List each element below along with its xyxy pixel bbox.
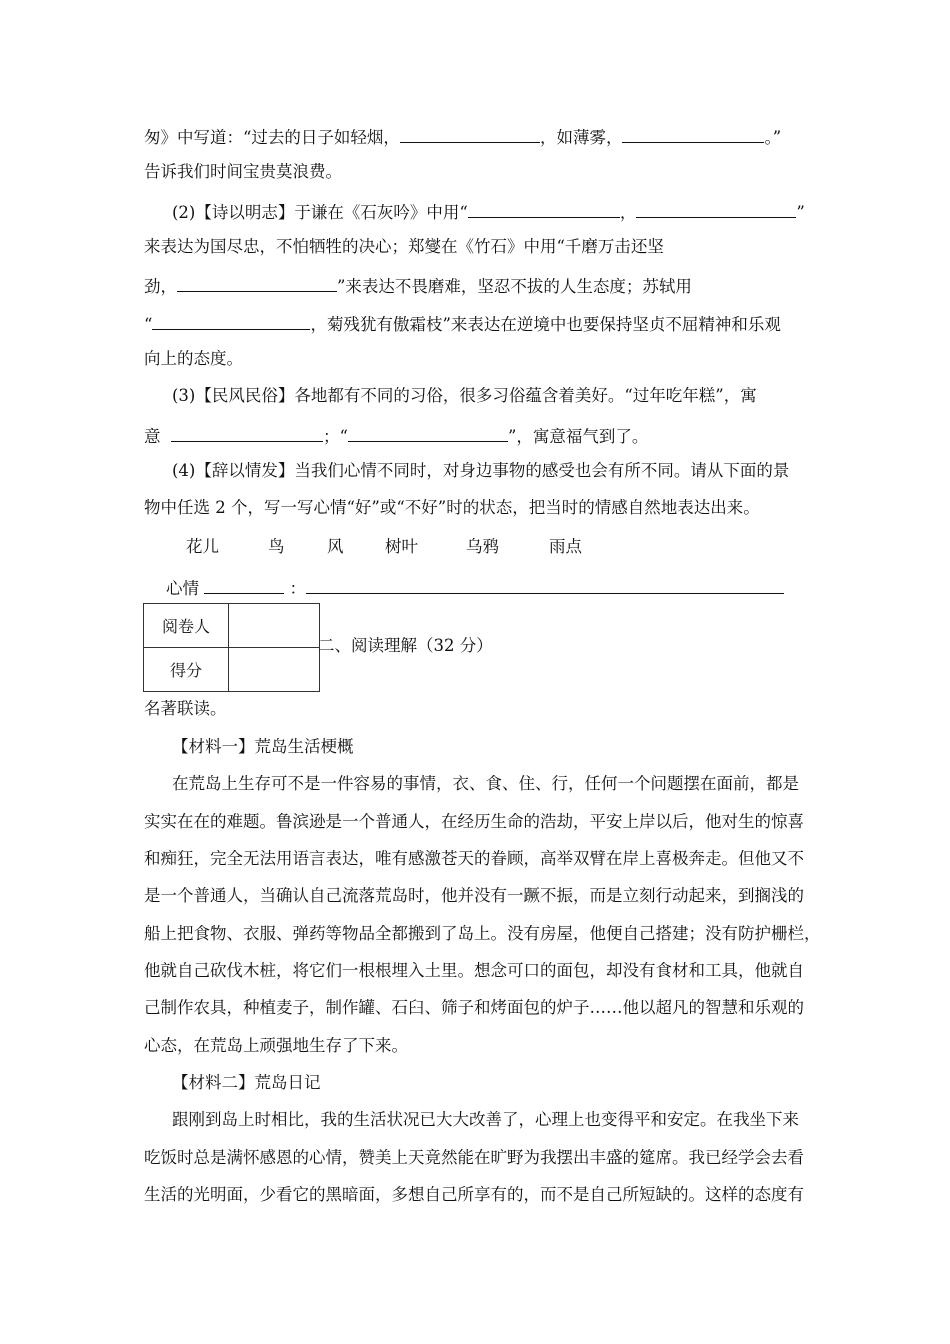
q1-text-b: ，如薄雾， <box>539 128 623 147</box>
q3-line-1: (3)【民风民俗】各地都有不同的习俗，很多习俗蕴含着美好。“过年吃年糕”，寓 <box>172 386 757 405</box>
q2-blank-1[interactable] <box>468 199 620 218</box>
q2-text-a: (2)【诗以明志】于谦在《石灰吟》中用“ <box>172 203 468 222</box>
material-1-line: 在荒岛上生存可不是一件容易的事情，衣、食、住、行，任何一个问题摆在面前，都是 <box>172 774 799 793</box>
q1-blank-2[interactable] <box>622 124 764 143</box>
q2-line-4 <box>144 311 781 336</box>
score-table <box>143 603 320 692</box>
q4-word-5: 乌鸦 <box>466 537 499 556</box>
q4-line-1: (4)【辞以情发】当我们心情不同时，对身边事物的感受也会有所不同。请从下面的景 <box>172 461 790 480</box>
q1-text-a: 匆》中写道：“过去的日子如轻烟， <box>144 128 400 147</box>
material-2-heading: 【材料二】荒岛日记 <box>172 1073 321 1092</box>
material-2-line: 吃饭时总是满怀感恩的心情，赞美上天竟然能在旷野为我摆出丰盛的筵席。我已经学会去看 <box>144 1148 804 1167</box>
q2-line-5: 向上的态度。 <box>144 349 243 368</box>
q1-line-1 <box>144 124 781 149</box>
q2-text-b: ， <box>619 203 637 222</box>
score-cell[interactable] <box>229 648 320 692</box>
material-2-line: 跟刚到岛上时相比，我的生活状况已大大改善了，心理上也变得平和安定。在我坐下来 <box>172 1110 799 1129</box>
q4-mood-line <box>166 575 784 600</box>
section-2-title: 二、阅读理解（32 分） <box>318 636 493 655</box>
q2-line-2: 来表达为国尽忠，不怕牺牲的决心；郑燮在《竹石》中用“千磨万击还坚 <box>144 237 664 256</box>
q4-word-4: 树叶 <box>385 537 418 556</box>
q3-blank-1[interactable] <box>171 423 323 442</box>
score-label: 得分 <box>144 648 229 692</box>
q3-text-c: ；“ <box>323 427 348 446</box>
q2-text-h: ，菊残犹有傲霜枝”来表达在逆境中也要保持坚贞不屈精神和乐观 <box>310 315 781 334</box>
q4-word-2: 鸟 <box>268 537 285 556</box>
q3-line-2 <box>144 423 648 448</box>
material-1-line: 己制作农具，种植麦子，制作罐、石臼、筛子和烤面包的炉子……他以超凡的智慧和乐观的 <box>144 998 804 1017</box>
q2-text-f: ”来表达不畏磨难，坚忍不拔的人生态度；苏轼用 <box>337 277 692 296</box>
q2-line-3 <box>144 273 692 298</box>
q3-blank-2[interactable] <box>348 423 508 442</box>
q2-text-g: “ <box>144 315 153 334</box>
q4-answer-blank[interactable] <box>306 575 784 594</box>
q2-line-1 <box>172 199 805 224</box>
q4-mood-label: 心情 <box>166 579 199 598</box>
q1-blank-1[interactable] <box>400 124 540 143</box>
q4-word-1: 花儿 <box>186 537 219 556</box>
q4-word-3: 风 <box>327 537 344 556</box>
material-2-line: 生活的光明面，少看它的黑暗面，多想自己所享有的，而不是自己所短缺的。这样的态度有 <box>144 1185 804 1204</box>
q3-text-d: ”，寓意福气到了。 <box>507 427 649 446</box>
q4-word-6: 雨点 <box>549 537 582 556</box>
material-1-line: 是一个普通人，当确认自己流落荒岛时，他并没有一蹶不振，而是立刻行动起来，到搁浅的 <box>144 886 804 905</box>
q2-text-e: 劲， <box>144 277 177 296</box>
material-1-heading: 【材料一】荒岛生活梗概 <box>172 737 354 756</box>
q2-blank-4[interactable] <box>152 311 310 330</box>
material-1-line: 船上把食物、衣服、弹药等物品全都搬到了岛上。没有房屋，他便自己搭建；没有防护栅栏， <box>144 924 821 943</box>
q4-mood-blank[interactable] <box>204 575 284 594</box>
q3-text-b: 意 <box>144 427 161 446</box>
material-1-line: 实实在在的难题。鲁滨逊是一个普通人，在经历生命的浩劫，平安上岸以后，他对生的惊喜 <box>144 812 804 831</box>
section-2-intro: 名著联读。 <box>144 699 227 718</box>
q4-line-2: 物中任选 2 个，写一写心情“好”或“不好”时的状态，把当时的情感自然地表达出来。 <box>144 498 760 517</box>
q1-text-c: 。” <box>764 128 782 147</box>
q2-text-c: ” <box>796 203 805 222</box>
reviewer-label: 阅卷人 <box>144 604 229 648</box>
q1-line-2: 告诉我们时间宝贵莫浪费。 <box>144 162 342 181</box>
q2-blank-2[interactable] <box>636 199 796 218</box>
material-1-line: 和痴狂，完全无法用语言表达，唯有感激苍天的眷顾，高举双臂在岸上喜极奔走。但他又不 <box>144 849 804 868</box>
material-1-line: 他就自己砍伐木桩，将它们一根根埋入土里。想念可口的面包，却没有食材和工具，他就自 <box>144 961 804 980</box>
reviewer-cell[interactable] <box>229 604 320 648</box>
q4-colon: ： <box>289 579 306 598</box>
material-1-line: 心态，在荒岛上顽强地生存了下来。 <box>144 1036 408 1055</box>
q2-blank-3[interactable] <box>177 273 337 292</box>
